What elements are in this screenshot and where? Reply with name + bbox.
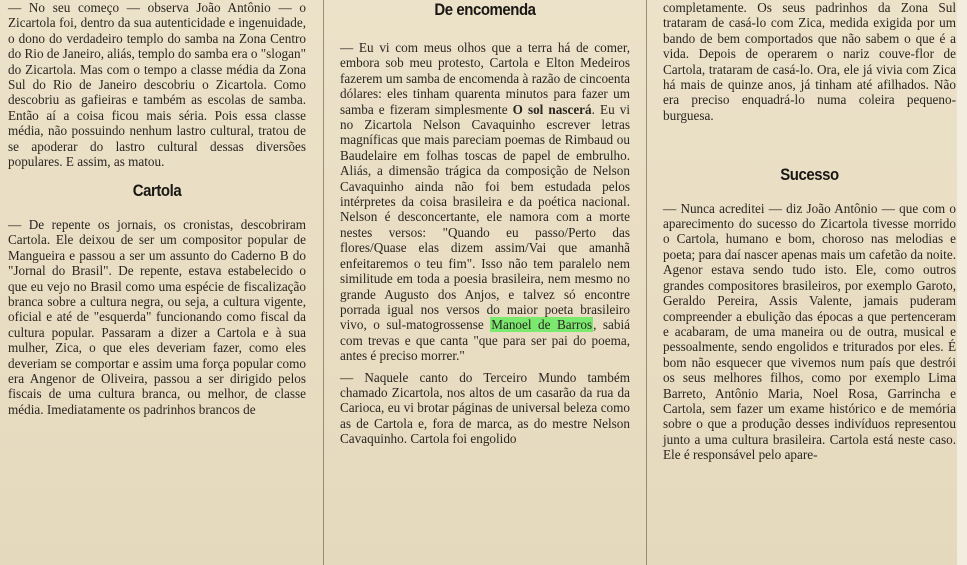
section-heading-sucesso: Sucesso xyxy=(780,165,839,185)
body-paragraph: — Naquele canto do Terceiro Mundo também chamado Zicartola, nos altos de um casarão da rua da Carioca, eu vi brotar páginas de universal beleza como as de Cartola e, fora de marca, as do mestre Nelson Cavaquinho. Cartola foi engolido xyxy=(340,369,630,447)
highlighted-name: Manoel de Barros xyxy=(491,317,593,333)
intro-paragraph: — No seu começo — observa João Antônio — o Zicartola foi, dentro da sua autenticidade e ingenuidade, o dono do verdadeiro templo do samba na Zona Centro do Rio de Janeiro, aliás, templo do samba era o "slogan" do Zicartola. Mas com o tempo a classe média da Zona Sul do Rio de Janeiro descobriu o Zicartola. Como descobriu as gafieiras e também as escolas de samba. Então aí a coisa ficou mais séria. Pois essa classe média, não possuindo nenhum lastro cultural, tratou de se apoderar do lastro cultural dessas diversões populares. E assim, as matou. xyxy=(8,0,306,170)
text-run: — Eu vi com meus olhos que a terra há de comer, embora sob meu protesto, Cartola e Elton Medeiros fazerem um samba de encomenda à razão de cincoenta dólares: eles tinham quarenta minutos para fazer um samba e fizeram simplesmente xyxy=(340,40,630,117)
body-paragraph: — Nunca acreditei — diz João Antônio — que com o aparecimento do sucesso do Zicartola tivesse morrido o Cartola, humano e bom, choroso nas melodias e poeta; para daí nascer apenas mais um cafetão da noite. Agenor estava sendo tudo isto. Ele, como outros grandes compositores brasileiros, por exemplo Garoto, Geraldo Pereira, Assis Valente, jamais puderam compreender a ebulição das épocas a que pertenceram e acabaram, de uma maneira ou de outra, musical e pessoalmente, sendo engolidos e triturados por eles. É bom não esquecer que vivemos num país que destrói os seus melhores filhos, como por exemplo Lima Barreto, Antônio Maria, Noel Rosa, Garrincha e Cartola, sem fazer um exame histórico e de memória sobre o que a produção desses indivíduos representou junto a uma cultura brasileira. Cartola está neste caso. Ele é responsável pelo apare- xyxy=(663,200,956,463)
section-heading-de-encomenda: De encomenda xyxy=(434,0,536,19)
section-heading-cartola: Cartola xyxy=(132,181,182,201)
body-paragraph: — De repente os jornais, os cronistas, descobriram Cartola. Ele deixou de ser um compositor popular de Mangueira e passou a ser um assunto do Caderno B do "Jornal do Brasil". De repente, estava estabelecido o que eu vejo no Brasil como uma espécie de fiscalização branca sobre a cultura negra, ou seja, a cultura vigente, oficial e até de "esquerda" funcionando como fiscal da cultura popular. Passaram a dizer a Cartola e à sua mulher, Zica, o que eles deveriam fazer, como eles deveriam se comportar e assim uma força popular como era Angenor de Oliveira, passou a ser dirigido pelos fiscais de uma cultura branca, ou melhor, de classe média. Imediatamente os padrinhos brancos de xyxy=(8,216,306,417)
column-divider xyxy=(646,0,647,565)
body-paragraph xyxy=(340,40,630,364)
text-run: , sabiá com trevas e que canta "que para ser pai do poema, antes é preciso morrer." xyxy=(340,317,630,364)
article-column-middle xyxy=(340,0,630,565)
article-column-left xyxy=(8,0,306,565)
intro-paragraph: completamente. Os seus padrinhos da Zona Sul trataram de casá-lo com Zica, medida exigida por um bando de bem comportados que não sabem o que é a vida. Depois de operarem o nariz couve-flor de Cartola, trataram de casá-lo. Ora, ele já vivia com Zica há mais de quinze anos, já tinham até afilhados. Não era preciso enquadrá-lo numa coleira pequeno-burguesa. xyxy=(663,0,956,123)
article-column-right xyxy=(663,0,956,565)
page-edge xyxy=(957,0,967,565)
song-title: O sol nascerá xyxy=(512,101,592,117)
text-run: . Eu vi no Zicartola Nelson Cavaquinho escrever letras magníficas que mais pareciam poemas de Rimbaud ou Baudelaire em folhas toscas de papel de embrulho. Aliás, a dimensão trágica da composição de Nelson Cavaquinho ainda não foi bem estudada pelos intérpretes da coisa brasileira e da poética nacional. Nelson é desconcertante, ele namora com a morte nestes versos: "Quando eu passo/Perto das flores/Quase elas dizem assim/Vai que amanhã enfeitaremos o teu fim". Isso não tem paralelo nem similitude em toda a poesia brasileira, nem mesmo no grande Augusto dos Anjos, e talvez só encontre porrada igual nos versos do maior poeta brasileiro vivo, o sul-matogrossense xyxy=(340,101,630,333)
column-divider xyxy=(323,0,324,565)
